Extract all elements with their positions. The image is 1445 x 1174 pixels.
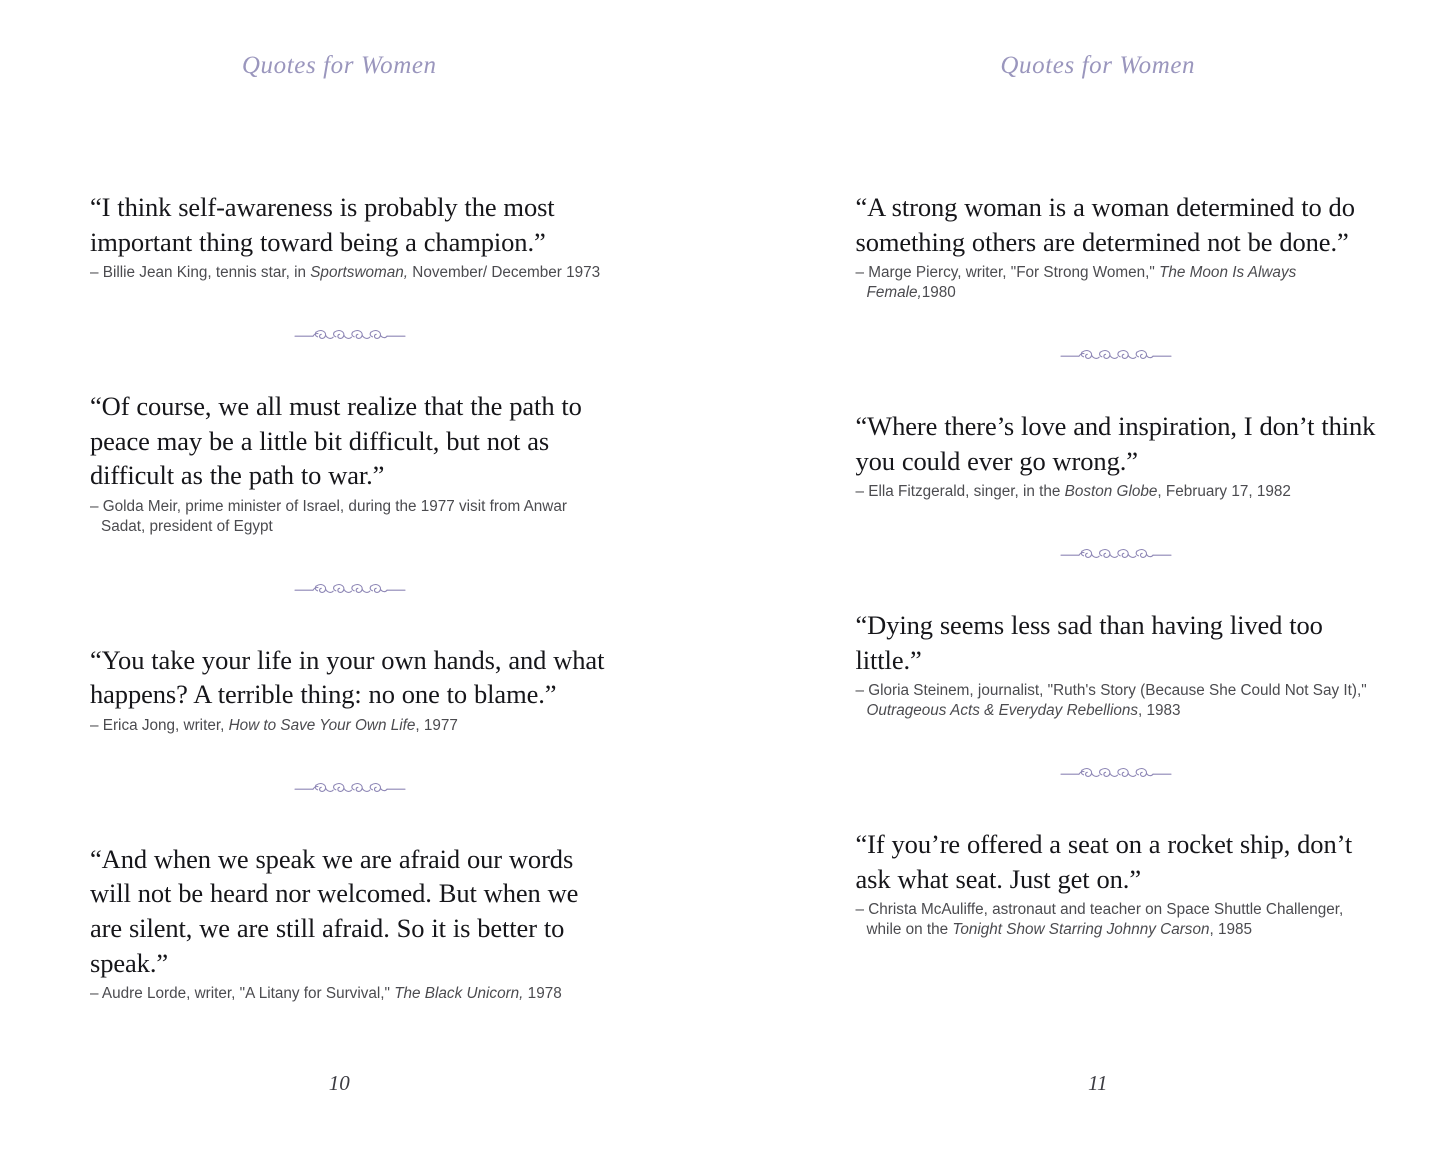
spacer [856,367,1376,409]
spacer [856,303,1376,345]
quote-attribution: – Christa McAuliffe, astronaut and teacher on Space Shuttle Challenger, while on the Tonight Show Starring Johnny Carson, 1985 [855,901,1344,939]
quote-block [856,827,1376,940]
spacer [856,566,1376,608]
flourish-divider-ornament [90,778,610,800]
quote-attribution: – Gloria Steinem, journalist, "Ruth's Story (Because She Could Not Say It)," Outrageous Acts & Everyday Rebellions, 1983 [855,682,1367,720]
quote-attribution: – Erica Jong, writer, How to Save Your Own Life, 1977 [90,716,458,734]
quote-text: “Dying seems less sad than having lived too little.” [855,610,1323,675]
flourish-divider-ornament [856,544,1376,566]
flourish-divider-ornament [90,325,610,347]
quote-text: “A strong woman is a woman determined to do something others are determined not be done.” [855,192,1355,257]
spacer [856,721,1376,763]
spacer [90,800,610,842]
page-number-left: 10 [328,1071,350,1095]
spacer [90,347,610,389]
spacer [90,601,610,643]
spacer [856,785,1376,827]
spacer [90,537,610,579]
quote-block [856,409,1376,502]
left-page-content [90,190,610,1004]
flourish-divider-ornament [856,345,1376,367]
quote-text: “And when we speak we are afraid our words will not be heard nor welcomed. But when we are silent, we are still afraid. So it is better to speak.” [90,843,579,978]
quote-block [90,643,610,736]
flourish-divider-ornament [90,579,610,601]
right-page-content [856,190,1376,940]
quote-attribution: – Billie Jean King, tennis star, in Sportswoman, November/ December 1973 [90,264,601,282]
quote-text: “You take your life in your own hands, and what happens? A terrible thing: no one to blame.” [90,644,605,710]
quote-attribution: – Ella Fitzgerald, singer, in the Boston Globe, February 17, 1982 [855,483,1291,501]
spacer [856,502,1376,544]
quote-block [856,608,1376,721]
quote-block [90,389,610,537]
spacer [90,283,610,325]
quote-attribution: – Audre Lorde, writer, "A Litany for Survival," The Black Unicorn, 1978 [90,985,562,1003]
right-page [723,0,1445,1174]
running-head-right: Quotes for Women [1000,52,1196,79]
quote-text: “If you’re offered a seat on a rocket ship, don’t ask what seat. Just get on.” [855,829,1353,894]
quote-block [90,842,610,1004]
quote-text: “Where there’s love and inspiration, I don’t think you could ever go wrong.” [855,411,1376,476]
quote-block [856,190,1376,303]
quote-block [90,190,610,283]
quote-text: “Of course, we all must realize that the path to peace may be a little bit difficult, but not as difficult as the path to war.” [90,391,582,491]
quote-text: “I think self-awareness is probably the most important thing toward being a champion.” [90,192,555,257]
flourish-divider-ornament [856,763,1376,785]
page-number-right: 11 [1088,1071,1108,1095]
quote-attribution: – Golda Meir, prime minister of Israel, during the 1977 visit from Anwar Sadat, president of Egypt [90,497,567,535]
quote-attribution: – Marge Piercy, writer, "For Strong Women," The Moon Is Always Female,1980 [855,264,1297,302]
spacer [90,736,610,778]
running-head-left: Quotes for Women [241,52,437,79]
